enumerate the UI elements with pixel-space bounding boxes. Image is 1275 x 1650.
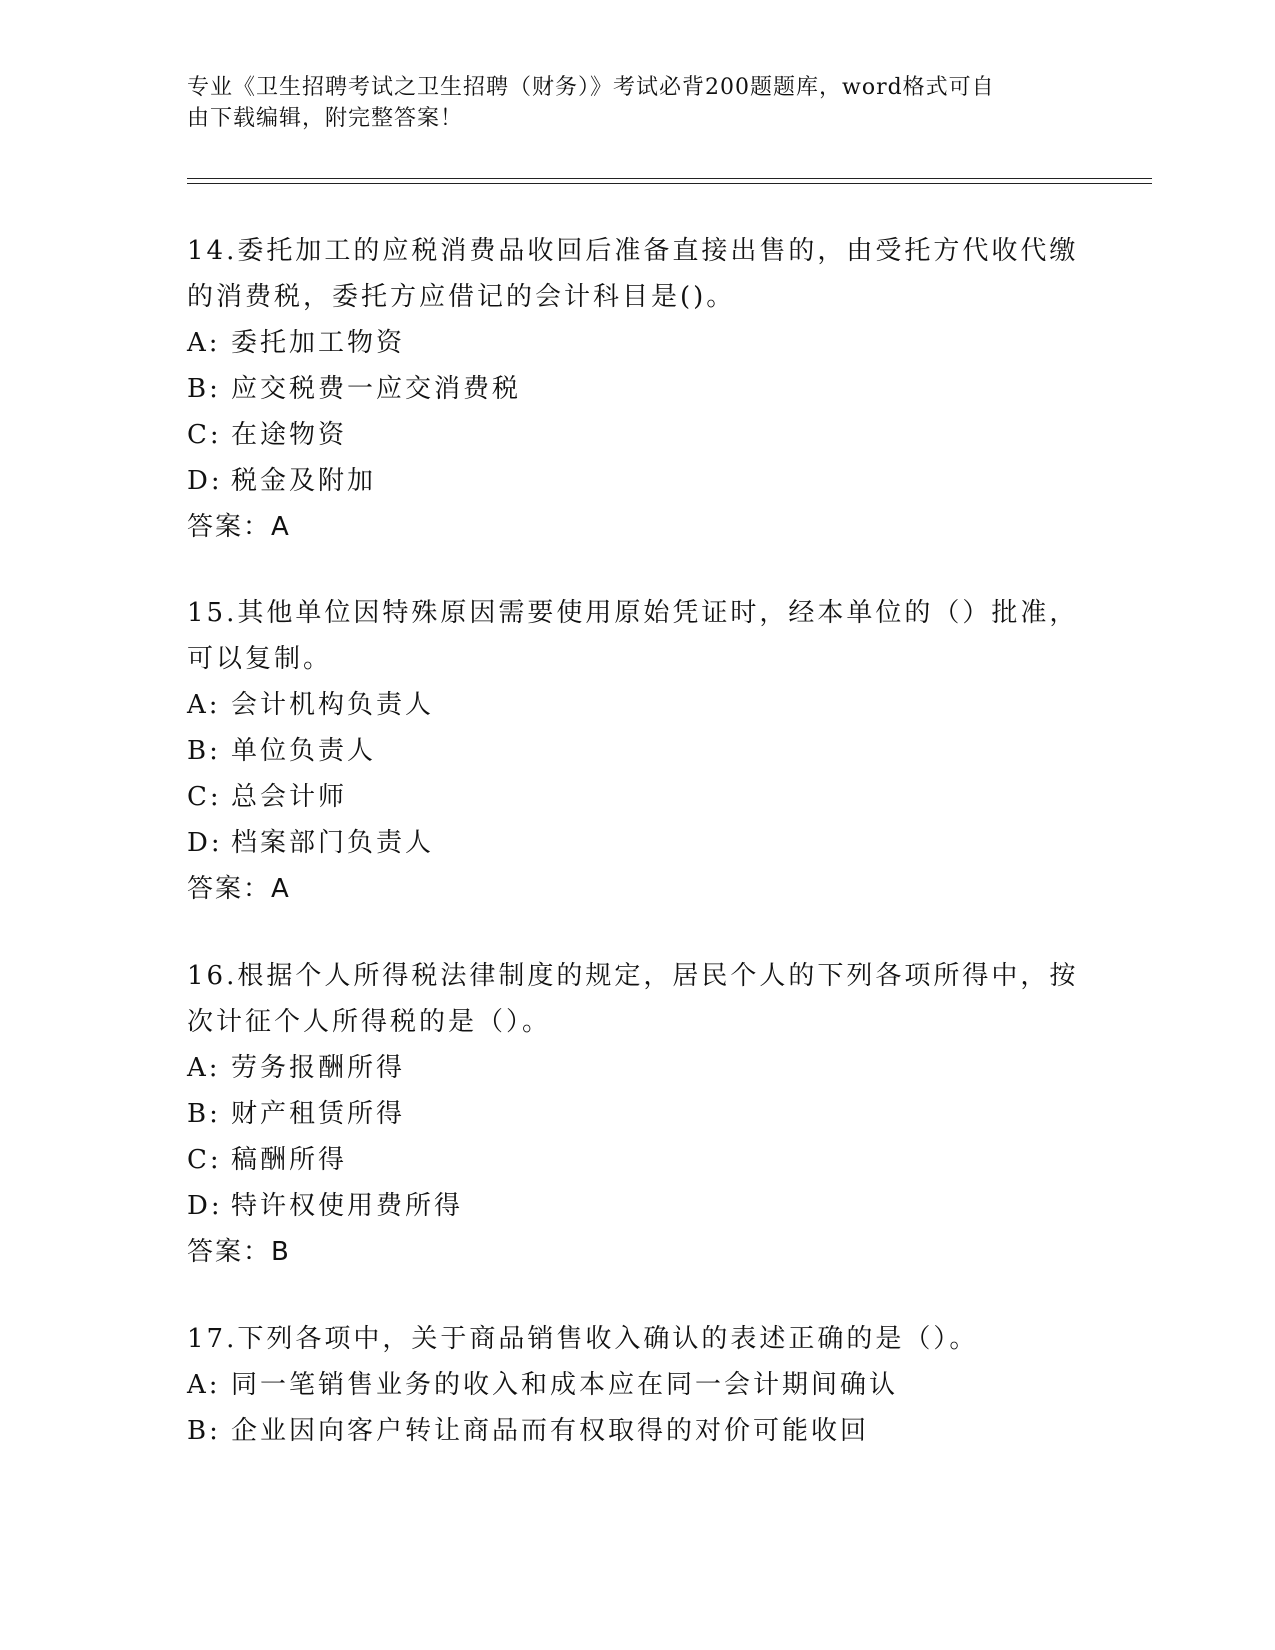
- option-key: D:: [187, 1191, 223, 1221]
- option-b: [187, 728, 1087, 774]
- option-text: 劳务报酬所得: [231, 1053, 406, 1083]
- option-c: [187, 774, 1087, 820]
- question-14: [187, 228, 1087, 550]
- question-stem-line: 可以复制。: [187, 644, 333, 674]
- option-a: [187, 320, 1087, 366]
- question-stem-line: 次计征个人所得税的是（）。: [187, 1007, 552, 1037]
- option-d: [187, 458, 1087, 504]
- option-text: 企业因向客户转让商品而有权取得的对价可能收回: [231, 1416, 870, 1446]
- option-text: 应交税费一应交消费税: [231, 374, 522, 404]
- option-text: 在途物资: [231, 420, 348, 450]
- option-text: 特许权使用费所得: [231, 1191, 464, 1221]
- header-divider-top: [187, 178, 1152, 179]
- option-key: B:: [187, 374, 221, 404]
- option-key: D:: [187, 466, 223, 496]
- answer-line: 答案：B: [187, 1237, 291, 1267]
- question-15: [187, 590, 1087, 912]
- option-key: C:: [187, 782, 222, 812]
- option-key: C:: [187, 420, 222, 450]
- option-text: 同一笔销售业务的收入和成本应在同一会计期间确认: [231, 1370, 899, 1400]
- question-16: [187, 953, 1087, 1275]
- option-b: [187, 366, 1087, 412]
- question-17: [187, 1316, 1087, 1454]
- option-key: B:: [187, 736, 221, 766]
- question-stem-line: 16.根据个人所得税法律制度的规定，居民个人的下列各项所得中，按: [187, 961, 1079, 991]
- option-key: A:: [187, 1053, 221, 1083]
- answer-line: 答案：A: [187, 512, 291, 542]
- option-text: 总会计师: [231, 782, 348, 812]
- question-stem-line: 14.委托加工的应税消费品收回后准备直接出售的，由受托方代收代缴: [187, 236, 1079, 266]
- header-divider-bottom: [187, 183, 1152, 184]
- header-line-2: 由下载编辑，附完整答案！: [187, 106, 464, 131]
- header-line-1: 专业《卫生招聘考试之卫生招聘（财务）》考试必背200题题库，word格式可自: [187, 75, 995, 100]
- option-c: [187, 1137, 1087, 1183]
- option-text: 税金及附加: [231, 466, 377, 496]
- option-a: [187, 1045, 1087, 1091]
- option-key: A:: [187, 1370, 221, 1400]
- option-text: 会计机构负责人: [231, 690, 435, 720]
- option-c: [187, 412, 1087, 458]
- question-stem-line: 17.下列各项中，关于商品销售收入确认的表述正确的是（）。: [187, 1324, 979, 1354]
- question-stem-line: 15.其他单位因特殊原因需要使用原始凭证时，经本单位的（）批准，: [187, 598, 1079, 628]
- option-d: [187, 1183, 1087, 1229]
- document-header: [187, 72, 1067, 134]
- option-text: 财产租赁所得: [231, 1099, 406, 1129]
- option-text: 委托加工物资: [231, 328, 406, 358]
- option-text: 档案部门负责人: [231, 828, 435, 858]
- option-b: [187, 1408, 1087, 1454]
- option-a: [187, 682, 1087, 728]
- option-key: A:: [187, 690, 221, 720]
- answer-line: 答案：A: [187, 874, 291, 904]
- option-b: [187, 1091, 1087, 1137]
- option-key: B:: [187, 1099, 221, 1129]
- option-a: [187, 1362, 1087, 1408]
- option-text: 单位负责人: [231, 736, 377, 766]
- question-stem-line: 的消费税，委托方应借记的会计科目是()。: [187, 282, 736, 312]
- option-key: D:: [187, 828, 223, 858]
- option-text: 稿酬所得: [231, 1145, 348, 1175]
- option-key: B:: [187, 1416, 221, 1446]
- option-d: [187, 820, 1087, 866]
- option-key: A:: [187, 328, 221, 358]
- option-key: C:: [187, 1145, 222, 1175]
